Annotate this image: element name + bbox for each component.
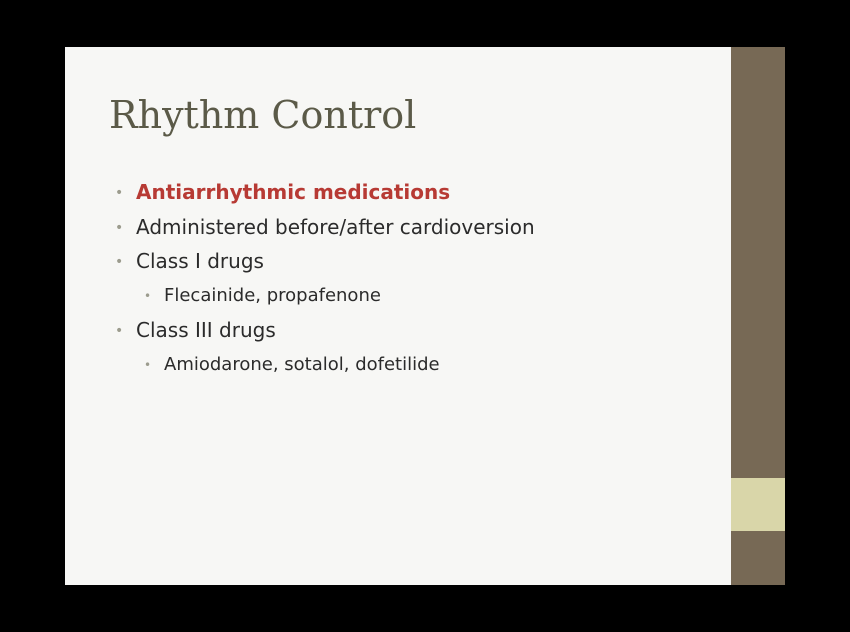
slide <box>65 47 731 585</box>
bullet-dot-icon: • <box>115 219 124 236</box>
bullet-dot-icon: • <box>115 254 124 270</box>
sub-bullet-text: Flecainide, propafenone <box>164 284 381 306</box>
bullet-text: Antiarrhythmic medications <box>136 180 451 204</box>
bullet-text: Class III drugs <box>136 318 276 342</box>
bullet-item <box>115 244 535 279</box>
sub-bullet-dot-icon: • <box>144 357 152 372</box>
slide-sidebar-decoration <box>731 47 785 585</box>
slide-title: Rhythm Control <box>109 93 417 137</box>
bullet-text: Administered before/after cardioversion <box>136 214 535 239</box>
bullet-item <box>115 210 535 245</box>
sub-bullet-item <box>144 279 535 314</box>
sub-bullet-text: Amiodarone, sotalol, dofetilide <box>164 353 440 375</box>
bullet-text: Class I drugs <box>136 249 264 273</box>
sub-bullet-dot-icon: • <box>144 288 152 303</box>
sub-bullet-item <box>144 348 535 383</box>
bullet-list <box>115 175 535 382</box>
bullet-dot-icon: • <box>115 323 124 339</box>
bullet-item <box>115 313 535 348</box>
bullet-dot-icon: • <box>115 185 124 201</box>
sidebar-accent-block <box>731 478 785 531</box>
bullet-item <box>115 175 535 210</box>
